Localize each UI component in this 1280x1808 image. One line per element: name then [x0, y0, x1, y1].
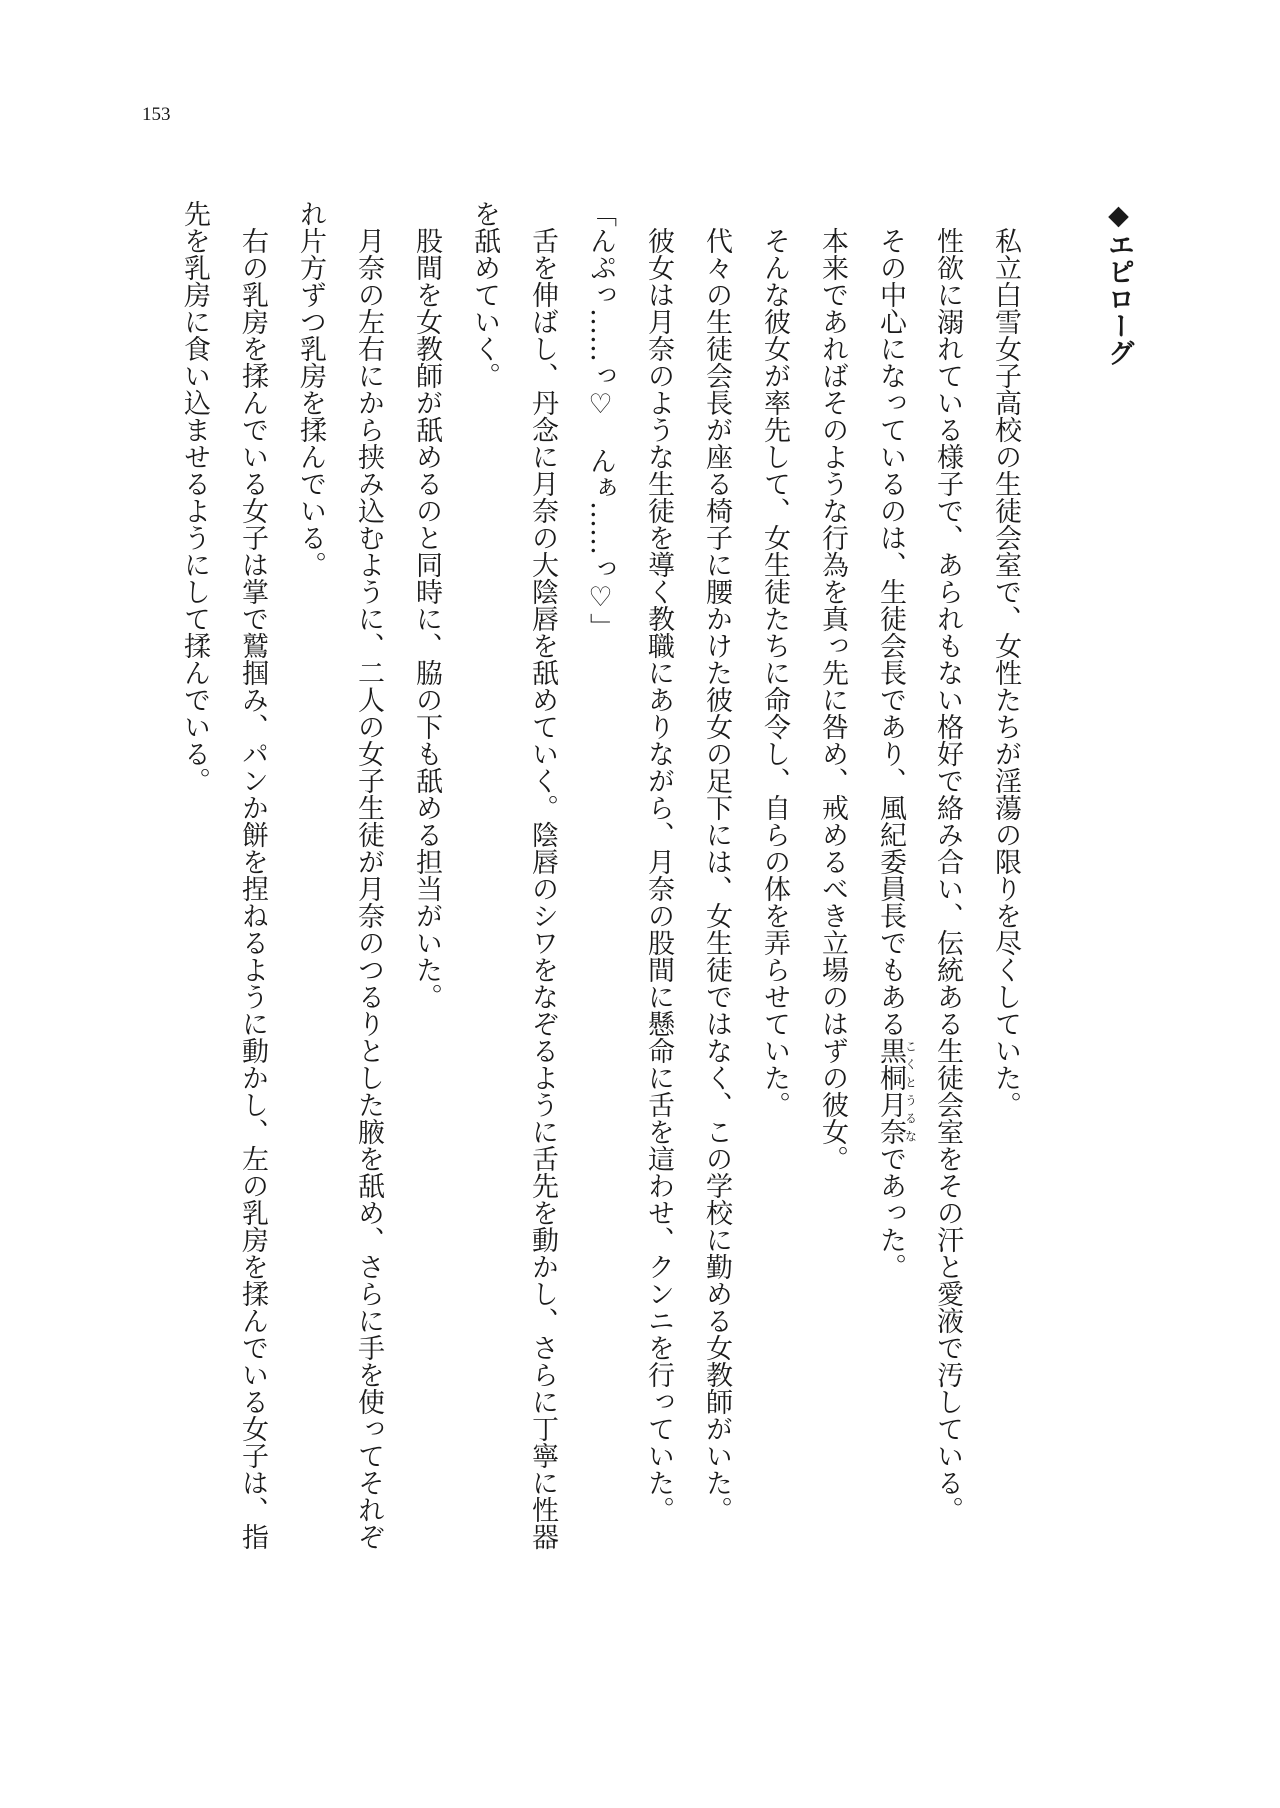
text-line: 私立白雪女子高校の生徒会室で、女性たちが淫蕩の限りを尽くしていた。: [990, 227, 1021, 1118]
text-line: 舌を伸ばし、丹念に月奈の大陰唇を舐めていく。陰唇のシワをなぞるように舌先を動かし、さらに丁寧に性器: [527, 227, 558, 1550]
text-line: 先を乳房に食い込ませるようにして揉んでいる。: [179, 200, 210, 794]
text-segment: であった。: [875, 1145, 906, 1280]
dialogue-line: 「んぷっ……っ♡ んぁ……っ♡」: [585, 200, 616, 640]
text-line: そんな彼女が率先して、女生徒たちに命令し、自らの体を弄らせていた。: [759, 227, 790, 1118]
text-line: 月奈の左右にから挟み込むように、二人の女子生徒が月奈のつるりとした腋を舐め、さらに手を使ってそれぞ: [353, 227, 384, 1550]
ruby-reading: こくとうるな: [903, 1037, 918, 1145]
text-line: 股間を女教師が舐めるのと同時に、脇の下も舐める担当がいた。: [411, 227, 442, 1010]
page-number: 153: [142, 104, 171, 125]
ruby-name: [875, 1037, 918, 1145]
text-line: 代々の生徒会長が座る椅子に腰かけた彼女の足下には、女生徒ではなく、この学校に勤める女教師がいた。: [701, 227, 732, 1523]
text-line: 性欲に溺れている様子で、あられもない格好で絡み合い、伝統ある生徒会室をその汗と愛液で汚している。: [932, 227, 963, 1523]
text-line: 彼女は月奈のような生徒を導く教職にありながら、月奈の股間に懸命に舌を這わせ、クンニを行っていた。: [643, 227, 674, 1523]
ruby-base: 黒桐月奈: [875, 1037, 906, 1145]
text-line: を舐めていく。: [469, 200, 500, 389]
text-segment: その中心になっているのは、生徒会長であり、風紀委員長でもある: [875, 227, 906, 1037]
text-line: れ片方ずつ乳房を揉んでいる。: [295, 200, 326, 578]
text-line: 本来であればそのような行為を真っ先に咎め、戒めるべき立場のはずの彼女。: [817, 227, 848, 1172]
text-line-with-ruby: [861, 200, 919, 1627]
chapter-heading: ◆エピローグ: [1103, 200, 1134, 366]
text-line: 右の乳房を揉んでいる女子は掌で鷲掴み、パンか餅を捏ねるように動かし、左の乳房を揉んでいる女子は、指: [237, 227, 268, 1550]
